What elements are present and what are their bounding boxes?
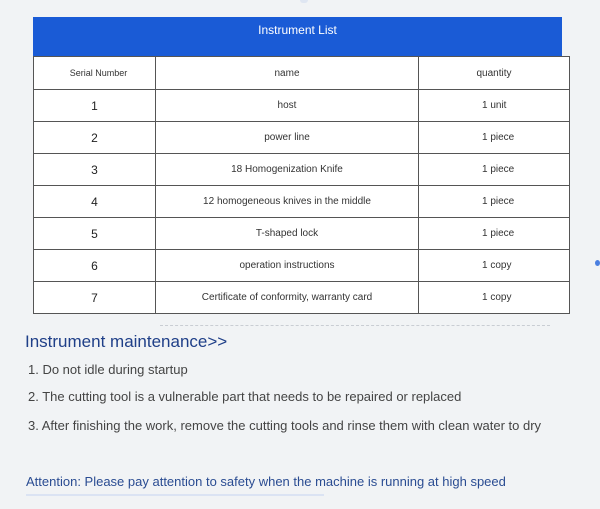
cell-quantity: 1 piece bbox=[419, 122, 570, 154]
cell-quantity: 1 copy bbox=[419, 250, 570, 282]
table-row bbox=[34, 90, 570, 122]
header-serial-number: Serial Number bbox=[34, 57, 156, 90]
header-quantity: quantity bbox=[419, 57, 570, 90]
top-decoration bbox=[300, 0, 308, 3]
attention-note: Attention: Please pay attention to safety when the machine is running at high speed bbox=[26, 474, 506, 489]
table-row bbox=[34, 154, 570, 186]
maintenance-heading: Instrument maintenance>> bbox=[25, 332, 228, 351]
table-row bbox=[34, 122, 570, 154]
cell-quantity: 1 piece bbox=[419, 218, 570, 250]
cell-name: Certificate of conformity, warranty card bbox=[156, 282, 419, 314]
cell-name: host bbox=[156, 90, 419, 122]
maintenance-item: 3. After finishing the work, remove the cutting tools and rinse them with clean water to dry bbox=[28, 418, 542, 433]
cell-serial: 3 bbox=[34, 154, 156, 186]
cell-quantity: 1 copy bbox=[419, 282, 570, 314]
cell-quantity: 1 unit bbox=[419, 90, 570, 122]
instrument-list-table bbox=[33, 17, 562, 314]
cell-name: 18 Homogenization Knife bbox=[156, 154, 419, 186]
cell-serial: 7 bbox=[34, 282, 156, 314]
divider bbox=[160, 325, 550, 326]
side-decoration bbox=[595, 260, 600, 266]
table-header-row bbox=[34, 57, 570, 90]
maintenance-item: 1. Do not idle during startup bbox=[28, 362, 188, 377]
maintenance-item: 2. The cutting tool is a vulnerable part that needs to be repaired or replaced bbox=[28, 389, 462, 404]
table-row bbox=[34, 250, 570, 282]
instrument-table bbox=[33, 56, 570, 314]
table-row bbox=[34, 282, 570, 314]
table-row bbox=[34, 218, 570, 250]
cell-serial: 6 bbox=[34, 250, 156, 282]
cell-serial: 1 bbox=[34, 90, 156, 122]
cell-quantity: 1 piece bbox=[419, 154, 570, 186]
cell-name: 12 homogeneous knives in the middle bbox=[156, 186, 419, 218]
cell-name: operation instructions bbox=[156, 250, 419, 282]
cell-serial: 2 bbox=[34, 122, 156, 154]
attention-underline bbox=[26, 494, 324, 496]
cell-serial: 5 bbox=[34, 218, 156, 250]
header-name: name bbox=[156, 57, 419, 90]
cell-name: power line bbox=[156, 122, 419, 154]
table-row bbox=[34, 186, 570, 218]
table-title: Instrument List bbox=[33, 17, 562, 56]
cell-serial: 4 bbox=[34, 186, 156, 218]
cell-quantity: 1 piece bbox=[419, 186, 570, 218]
cell-name: T-shaped lock bbox=[156, 218, 419, 250]
